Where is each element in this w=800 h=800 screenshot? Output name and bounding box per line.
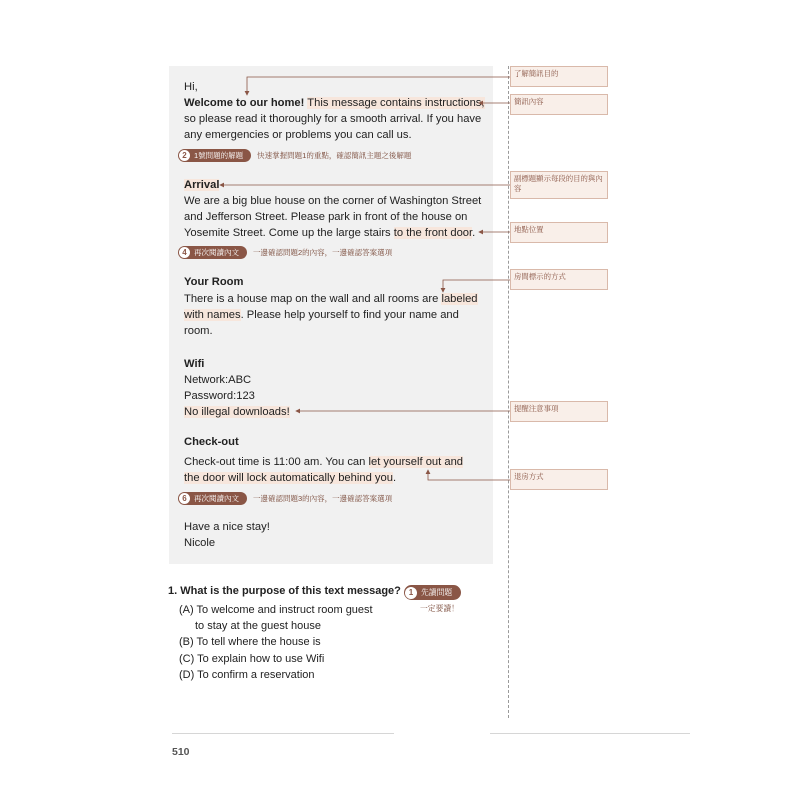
tag-number: 6 — [179, 493, 190, 504]
checkout-highlight-2: the door will lock automatically behind you — [184, 472, 393, 484]
checkout-highlight-1: let yourself out and — [368, 456, 464, 468]
question-badge-note: 一定要讀！ — [420, 604, 459, 613]
annotation-purpose: 了解簡訊目的 — [510, 66, 608, 87]
intro-line-3: any emergencies or problems you can call us. — [184, 129, 412, 141]
arrival-title-text: Arrival — [184, 179, 220, 191]
room-highlight-1: labeled — [441, 293, 478, 305]
signature: Nicole — [184, 537, 216, 549]
arrival-highlight: to the front door — [393, 227, 473, 239]
intro-bold: Welcome to our home! — [184, 97, 305, 109]
arrival-line-3c: . — [472, 227, 476, 239]
room-title: Your Room — [184, 276, 244, 288]
checkout-line-2b: . — [392, 472, 397, 484]
option-b: (B) To tell where the house is — [179, 636, 321, 648]
arrow-checkout — [428, 470, 510, 480]
tag-label: 再次閱讀內文 — [194, 247, 239, 257]
tag-note: 一邊確認問題3的內容，一邊確認答案選項 — [253, 493, 393, 503]
arrow-room-label — [443, 280, 510, 292]
option-a-line-2: to stay at the guest house — [195, 620, 321, 632]
arrow-purpose — [247, 77, 510, 95]
tag-label: 再次閱讀內文 — [194, 493, 239, 503]
annotation-warning: 提醒注意事項 — [510, 401, 608, 422]
wifi-warning-text: No illegal downloads! — [184, 406, 290, 418]
wifi-password: Password:123 — [184, 390, 255, 402]
arrival-line-1: We are a big blue house on the corner of Washington Street — [184, 195, 482, 207]
badge-number: 1 — [405, 587, 417, 599]
room-line-3: room. — [184, 325, 213, 337]
checkout-title: Check-out — [184, 436, 239, 448]
tag-number: 4 — [179, 247, 190, 258]
annotation-room-label: 房間標示的方式 — [510, 269, 608, 290]
room-line-2b: . Please help yourself to find your name and — [240, 309, 459, 321]
footer-rule-left — [172, 733, 394, 734]
arrival-line-3a: Yosemite Street. Come up the large stairs — [184, 227, 394, 239]
annotation-content: 簡訊內容 — [510, 94, 608, 115]
option-a-line-1: (A) To welcome and instruct room guest — [179, 604, 373, 616]
room-line-1a: There is a house map on the wall and all rooms are — [184, 293, 442, 305]
room-highlight-2: with names — [184, 309, 241, 321]
intro-highlight: This message contains instructions, — [307, 97, 485, 109]
badge-label: 先讀問題 — [421, 588, 453, 597]
option-c: (C) To explain how to use Wifi — [179, 653, 325, 665]
tag-note: 一邊確認問題2的內容，一邊確認答案選項 — [253, 247, 393, 257]
wifi-network: Network:ABC — [184, 374, 252, 386]
question-title: 1. What is the purpose of this text message? — [168, 585, 401, 597]
intro-line-2: so please read it thoroughly for a smooth arrival. If you have — [184, 113, 482, 125]
annotation-location: 地點位置 — [510, 222, 608, 243]
checkout-line-1a: Check-out time is 11:00 am. You can — [184, 456, 369, 468]
page-number: 510 — [172, 746, 190, 758]
greeting: Hi, — [184, 81, 198, 93]
arrival-line-2: and Jefferson Street. Please park in front of the house on — [184, 211, 468, 223]
tag-number: 2 — [179, 150, 190, 161]
closing: Have a nice stay! — [184, 521, 270, 533]
option-d: (D) To confirm a reservation — [179, 669, 315, 681]
annotation-checkout: 退房方式 — [510, 469, 608, 490]
tag-note: 快速掌握問題1的重點，確認簡訊主題之後解題 — [257, 150, 412, 160]
wifi-title: Wifi — [184, 358, 205, 370]
tag-label: 1號問題的解題 — [194, 150, 244, 160]
footer-rule-right — [490, 733, 690, 734]
question-badge — [404, 585, 461, 600]
annotation-subtitle: 副標題顯示每段的目的與內容 — [510, 171, 608, 199]
